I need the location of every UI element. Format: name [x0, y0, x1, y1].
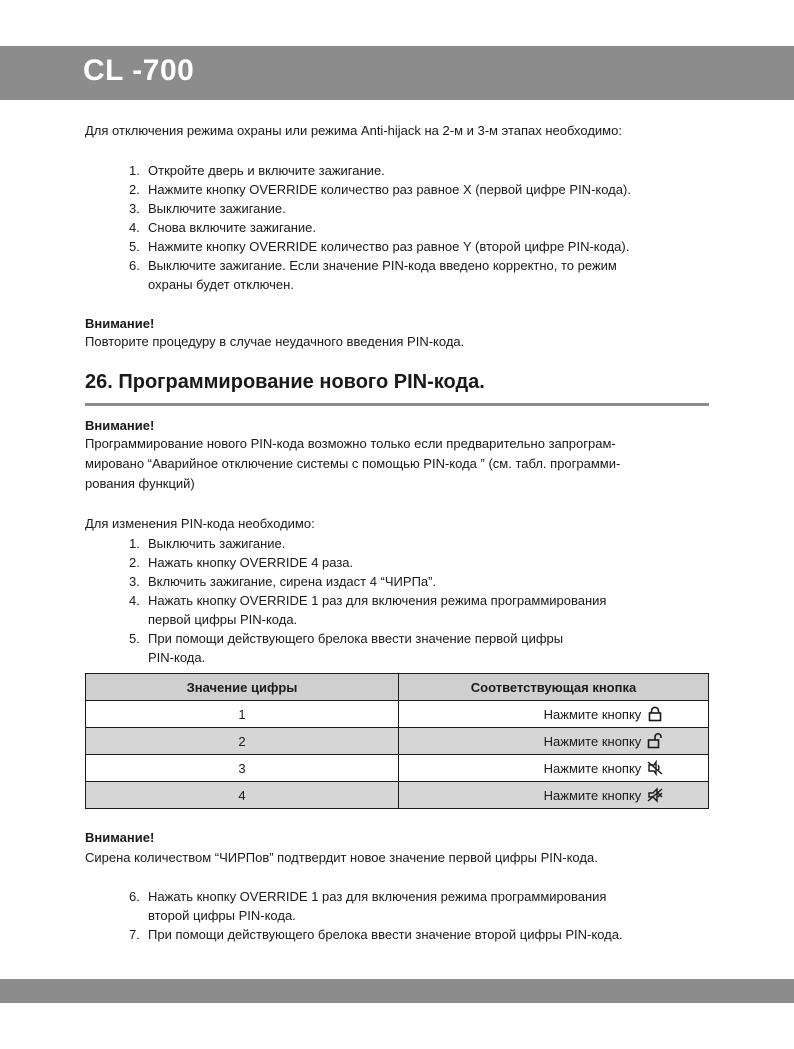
button-label: Нажмите кнопку [543, 787, 642, 803]
list-item: 4. Снова включите зажигание. [129, 220, 316, 235]
button-cell [399, 728, 709, 755]
section-divider [85, 403, 709, 406]
note-title: Внимание! [85, 316, 155, 331]
steps-list-1 [129, 161, 631, 294]
digit-button-table [85, 673, 709, 809]
note-text-line: Программирование нового PIN-кода возможно только если предварительно запрограм- [85, 436, 616, 451]
note-text-line: мировано “Аварийное отключение системы с помощью PIN-кода ” (см. табл. программи- [85, 456, 621, 471]
list-item: 6. Выключите зажигание. Если значение PIN-кода введено корректно, то режим охраны будет отключен. [129, 258, 617, 292]
list-item: 5. Нажмите кнопку OVERRIDE количество раз равное Y (второй цифре PIN-кода). [129, 239, 630, 254]
button-label: Нажмите кнопку [543, 706, 642, 722]
car-sound-icon [647, 760, 663, 776]
digit-cell: 2 [86, 728, 399, 755]
list-item: 3. Выключите зажигание. [129, 201, 286, 216]
list-item: 3. Включить зажигание, сирена издаст 4 “ЧИРПа”. [129, 574, 437, 589]
button-label: Нажмите кнопку [543, 733, 642, 749]
header-bar [0, 46, 794, 100]
change-intro-text: Для изменения PIN-кода необходимо: [85, 516, 315, 531]
intro-text: Для отключения режима охраны или режима Anti-hijack на 2-м и 3-м этапах необходимо: [85, 123, 622, 138]
digit-cell: 1 [86, 701, 399, 728]
table-row [86, 728, 709, 755]
note-text: Повторите процедуру в случае неудачного введения PIN-кода. [85, 334, 465, 349]
table-row [86, 755, 709, 782]
list-item: 6. Нажать кнопку OVERRIDE 1 раз для включения режима программирования второй цифры PIN-кода. [129, 889, 607, 923]
unlock-icon [647, 733, 663, 749]
table-header-digit: Значение цифры [86, 674, 399, 701]
button-cell [399, 782, 709, 809]
footer-bar [0, 979, 794, 1003]
list-item: 1. Выключить зажигание. [129, 536, 286, 551]
table-header-button: Соответствующая кнопка [399, 674, 709, 701]
digit-cell: 3 [86, 755, 399, 782]
note-text-line: рования функций) [85, 476, 195, 491]
mute-icon [647, 787, 663, 803]
digit-cell: 4 [86, 782, 399, 809]
table-row [86, 782, 709, 809]
table-row [86, 701, 709, 728]
button-label: Нажмите кнопку [543, 760, 642, 776]
list-item: 1. Откройте дверь и включите зажигание. [129, 163, 385, 178]
steps-list-3 [129, 887, 623, 944]
button-cell [399, 701, 709, 728]
list-item: 7. При помощи действующего брелока ввести значение второй цифры PIN-кода. [129, 927, 623, 942]
page-title: CL -700 [83, 54, 195, 87]
section-heading: 26. Программирование нового PIN-кода. [85, 371, 485, 393]
list-item: 5. При помощи действующего брелока ввести значение первой цифры PIN-кода. [129, 631, 564, 665]
table-header-row [86, 674, 709, 701]
steps-list-2 [129, 534, 607, 667]
list-item: 2. Нажать кнопку OVERRIDE 4 раза. [129, 555, 354, 570]
note-text: Сирена количеством “ЧИРПов” подтвердит новое значение первой цифры PIN-кода. [85, 850, 598, 865]
lock-icon [647, 706, 663, 722]
note-title: Внимание! [85, 418, 155, 433]
note-title: Внимание! [85, 830, 155, 845]
button-cell [399, 755, 709, 782]
list-item: 4. Нажать кнопку OVERRIDE 1 раз для включения режима программирования первой цифры PIN-кода. [129, 593, 607, 627]
list-item: 2. Нажмите кнопку OVERRIDE количество раз равное X (первой цифре PIN-кода). [129, 182, 631, 197]
